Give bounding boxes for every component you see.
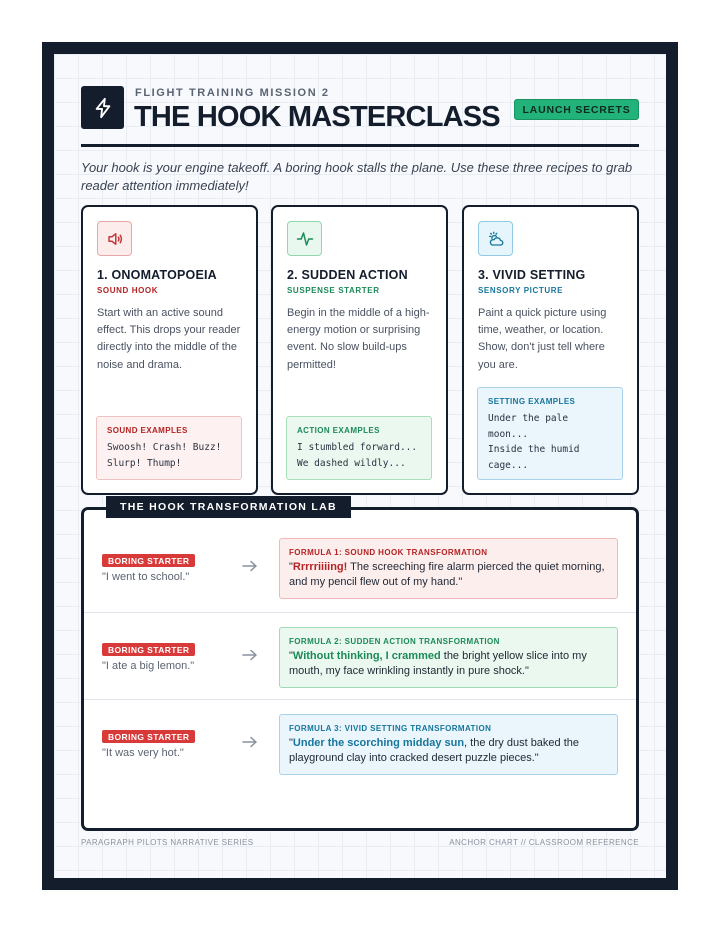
hook-highlight: Rrrrriiiing! <box>292 561 348 573</box>
arrow-right-icon <box>242 736 258 748</box>
formula-box <box>279 627 618 688</box>
boring-starter-text: "I ate a big lemon." <box>102 660 195 672</box>
poster-sheet <box>54 54 666 878</box>
lightning-icon <box>92 97 114 119</box>
formula-box <box>279 538 618 599</box>
lab-section-label: THE HOOK TRANSFORMATION LAB <box>106 496 351 518</box>
examples-box <box>477 387 623 480</box>
card-subtitle: SOUND HOOK <box>97 286 159 295</box>
examples-title: ACTION EXAMPLES <box>297 426 380 435</box>
card-title: 3. VIVID SETTING <box>478 268 586 282</box>
logo-badge <box>81 86 124 129</box>
examples-text: Swoosh! Crash! Buzz! Slurp! Thump! <box>107 442 222 469</box>
card-subtitle: SUSPENSE STARTER <box>287 286 380 295</box>
sun-cloud-icon <box>487 230 505 248</box>
header-divider <box>81 144 639 147</box>
boring-starter-text: "It was very hot." <box>102 747 184 759</box>
card-icon-box <box>287 221 322 256</box>
pulse-icon <box>296 230 314 248</box>
formula-title: FORMULA 3: VIVID SETTING TRANSFORMATION <box>289 724 492 733</box>
examples-text: I stumbled forward... We dashed wildly... <box>297 442 418 469</box>
quote-mark: " <box>289 561 293 573</box>
launch-secrets-button[interactable]: LAUNCH SECRETS <box>514 99 639 120</box>
formula-title: FORMULA 2: SUDDEN ACTION TRANSFORMATION <box>289 637 500 646</box>
card-sudden-action <box>271 205 448 495</box>
card-icon-box <box>478 221 513 256</box>
formula-title: FORMULA 1: SOUND HOOK TRANSFORMATION <box>289 548 488 557</box>
boring-starter-badge: BORING STARTER <box>102 730 195 743</box>
footer-series: PARAGRAPH PILOTS NARRATIVE SERIES <box>81 838 254 847</box>
intro-text: Your hook is your engine takeoff. A boring hook stalls the plane. Use these three recipes to grab reader attention immediately! <box>81 160 633 193</box>
examples-box <box>96 416 242 480</box>
hook-highlight: Under the scorching midday sun <box>292 737 465 749</box>
hook-highlight: Without thinking, I crammed <box>292 650 441 662</box>
card-body: Start with an active sound effect. This drops your reader directly into the middle of the noise and drama. <box>97 307 241 371</box>
examples-box <box>286 416 432 480</box>
poster-frame <box>42 42 678 890</box>
mission-eyebrow: FLIGHT TRAINING MISSION 2 <box>135 87 330 99</box>
card-subtitle: SENSORY PICTURE <box>478 286 564 295</box>
arrow-right-icon <box>242 560 258 572</box>
lab-row <box>84 699 636 785</box>
formula-text <box>289 560 608 590</box>
lab-row <box>84 526 636 612</box>
examples-text: Under the pale moon... Inside the humid cage... <box>488 413 580 471</box>
card-title: 1. ONOMATOPOEIA <box>97 268 217 282</box>
formula-rest: the bright yellow slice into my mouth, my face wrinkling instantly in pure shock." <box>289 650 587 677</box>
formula-box <box>279 714 618 775</box>
footer-reference: ANCHOR CHART // CLASSROOM REFERENCE <box>449 838 639 847</box>
card-icon-box <box>97 221 132 256</box>
transformation-lab <box>81 507 639 831</box>
page-title: THE HOOK MASTERCLASS <box>134 101 500 133</box>
card-body: Begin in the middle of a high-energy motion or surprising event. No slow build-ups permitted! <box>287 307 430 371</box>
formula-rest: The screeching fire alarm pierced the quiet morning, and my pencil flew out of my hand." <box>289 561 605 588</box>
formula-rest: , the dry dust baked the playground clay into cracked desert puzzle pieces." <box>289 737 580 764</box>
examples-title: SOUND EXAMPLES <box>107 426 188 435</box>
formula-text <box>289 649 608 679</box>
lab-row <box>84 612 636 698</box>
arrow-right-icon <box>242 649 258 661</box>
quote-mark: " <box>289 737 293 749</box>
card-onomatopoeia <box>81 205 258 495</box>
quote-mark: " <box>289 650 293 662</box>
speaker-icon <box>106 230 124 248</box>
card-title: 2. SUDDEN ACTION <box>287 268 408 282</box>
card-body: Paint a quick picture using time, weather, or location. Show, don't just tell where you are. <box>478 307 607 371</box>
boring-starter-text: "I went to school." <box>102 571 190 583</box>
boring-starter-badge: BORING STARTER <box>102 643 195 656</box>
card-vivid-setting <box>462 205 639 495</box>
boring-starter-badge: BORING STARTER <box>102 554 195 567</box>
formula-text <box>289 736 608 766</box>
examples-title: SETTING EXAMPLES <box>488 397 576 406</box>
